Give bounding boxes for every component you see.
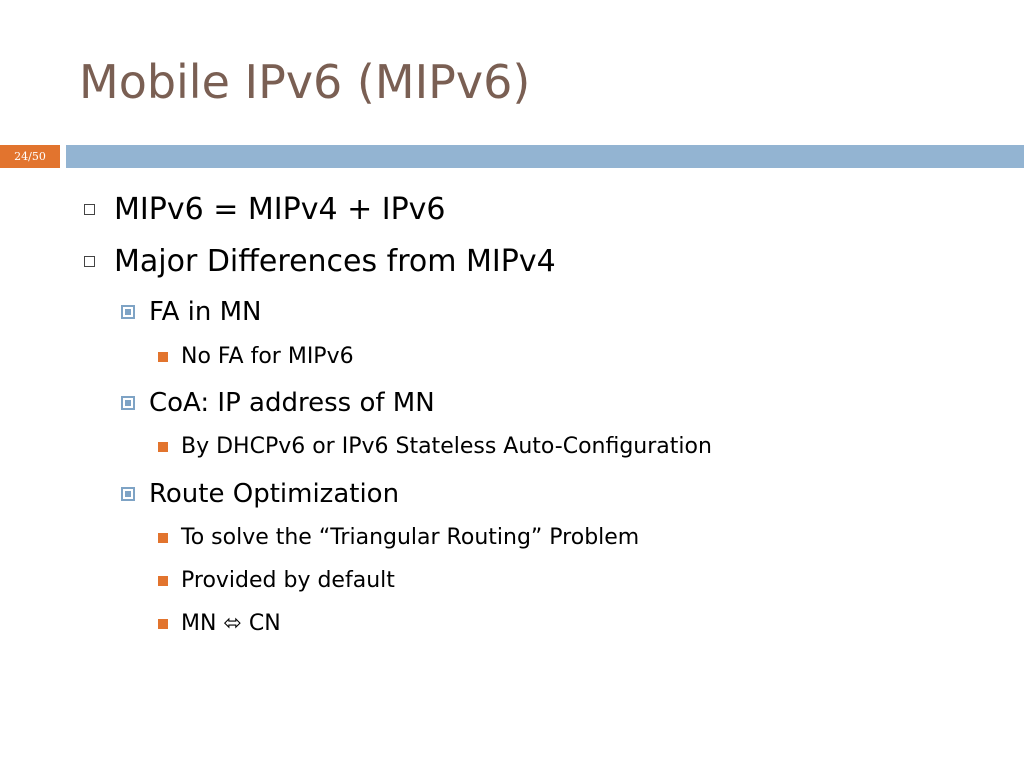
bullet-item-coa — [121, 386, 435, 420]
orange-square-bullet-icon — [158, 352, 168, 362]
slide-title: Mobile IPv6 (MIPv6) — [79, 55, 531, 109]
bullet-label: Route Optimization — [149, 478, 400, 509]
blue-square-bullet-icon — [121, 487, 135, 501]
bullet-item-mipv6-equation — [84, 189, 446, 229]
bullet-item-route-optimization — [121, 477, 399, 511]
bullet-item-fa-in-mn — [121, 295, 261, 329]
bullet-label: Provided by default — [181, 567, 395, 593]
bullet-label: No FA for MIPv6 — [181, 343, 354, 369]
orange-square-bullet-icon — [158, 619, 168, 629]
bullet-item-triangular-routing — [158, 523, 639, 553]
bullet-item-provided-by-default — [158, 566, 395, 596]
bullet-label: Major Differences from MIPv4 — [114, 243, 556, 279]
bullet-label: To solve the “Triangular Routing” Problem — [181, 524, 640, 550]
bullet-item-dhcpv6 — [158, 432, 712, 462]
orange-square-bullet-icon — [158, 442, 168, 452]
bullet-label: MIPv6 = MIPv4 + IPv6 — [114, 191, 446, 227]
hollow-square-bullet-icon — [84, 204, 95, 215]
bullet-label: FA in MN — [149, 296, 262, 327]
bullet-item-major-differences — [84, 241, 556, 281]
page-number-badge: 24/50 — [0, 145, 60, 168]
bullet-label: MN ⬄ CN — [181, 610, 281, 636]
blue-square-bullet-icon — [121, 396, 135, 410]
bullet-item-no-fa — [158, 342, 354, 372]
hollow-square-bullet-icon — [84, 256, 95, 267]
orange-square-bullet-icon — [158, 576, 168, 586]
blue-square-bullet-icon — [121, 305, 135, 319]
bullet-item-mn-cn — [158, 609, 281, 639]
orange-square-bullet-icon — [158, 533, 168, 543]
bullet-label: CoA: IP address of MN — [149, 387, 435, 418]
bullet-label: By DHCPv6 or IPv6 Stateless Auto-Configuration — [181, 433, 712, 459]
